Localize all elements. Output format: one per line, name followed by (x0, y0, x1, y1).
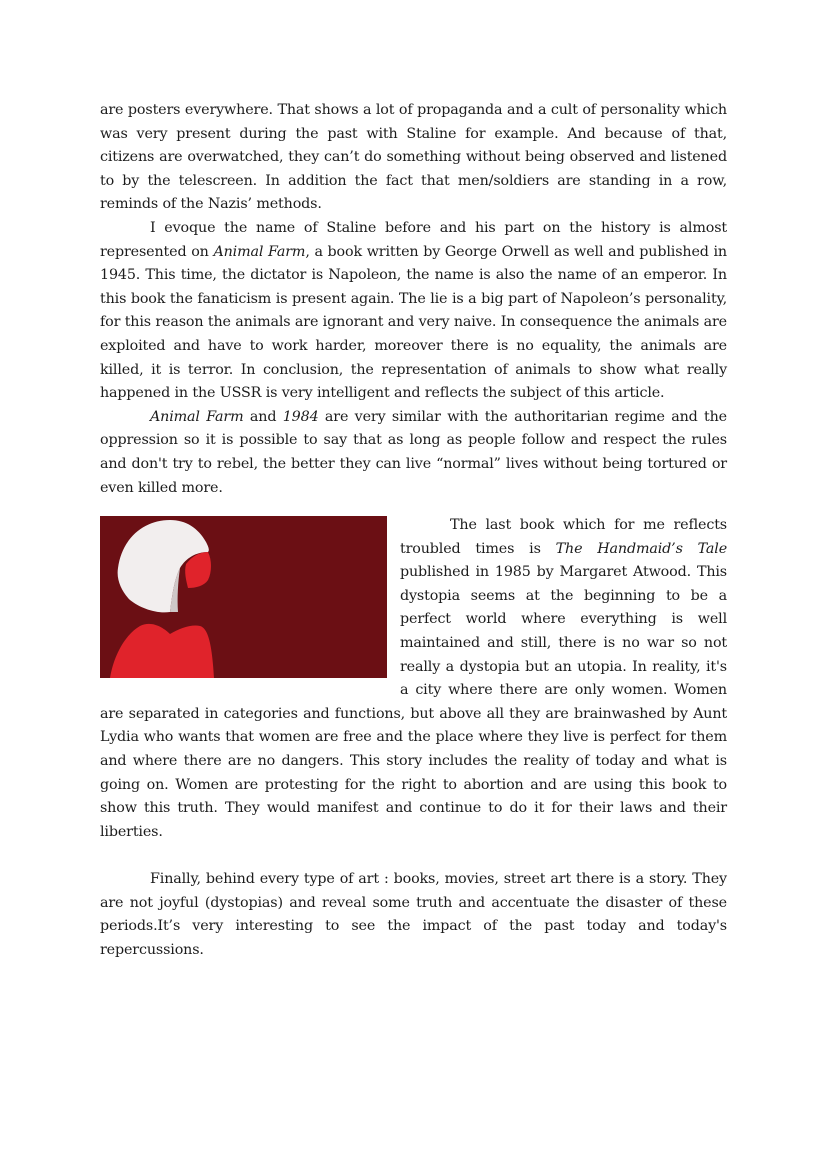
animal-farm-title: Animal Farm (213, 243, 306, 260)
handmaids-tale-text-c: published in 1985 by Margaret Atwood. This dystopia seems at the beginning to be a perfect world where everything is well maintained and still, there is no war so not really a dystopia but an utopia. In reality, it's a city where there are only women. Women are separated in categories and functions, but above all they are brainwashed by Aunt Lydia who wants that women are free and the place where they live is perfect for them and where there are no dangers. This story includes the reality of today and what is going on. Women are protesting for the right to abortion and are using this book to show this truth. They would manifest and continue to do it for their laws and their liberties. (100, 564, 727, 840)
nineteen-eighty-four-title: 1984 (282, 408, 319, 425)
comparison-text: are very similar with the authoritarian regime and the oppression so it is possible to say that as long as people follow and respect the rules and don't try to rebel, the better they can live “normal” lives without being tortured or even killed more. (100, 408, 727, 496)
paragraph-propaganda: are posters everywhere. That shows a lot of propaganda and a cult of personality which was very present during the past with Staline for example. And because of that, citizens are overwatched, they can’t do something without being observed and listened to by the telescreen. In addition the fact that men/soldiers are standing in a row, reminds of the Nazis’ methods. (100, 102, 727, 213)
handmaid-silhouette-icon (100, 516, 387, 678)
handmaid-illustration (100, 516, 387, 678)
paragraph-spacer (100, 844, 727, 868)
paragraph-animal-farm-text-a: I evoque the name of Staline before and his part on the history is almost represented on (100, 219, 727, 260)
paragraph-animal-farm-text-c: , a book written by George Orwell as well and published in 1945. This time, the dictator is Napoleon, the name is also the name of an emperor. In this book the fanaticism is present again. The lie is a big part of Napoleon’s personality, for this reason the animals are ignorant and very naive. In consequence the animals are exploited and have to work harder, moreover there is no equality, the animals are killed, it is terror. In conclusion, the representation of animals to show what really happened in the USSR is very intelligent and reflects the subject of this article. (100, 243, 727, 402)
document-page (100, 99, 727, 962)
handmaids-tale-title: The Handmaid’s Tale (555, 540, 728, 557)
paragraph-conclusion: Finally, behind every type of art : books, movies, street art there is a story. They are not joyful (dystopias) and reveal some truth and accentuate the disaster of these periods.It’s very interesting to see the impact of the past today and today's repercussions. (100, 871, 727, 958)
paragraph-animal-farm (100, 217, 727, 406)
paragraph-comparison (100, 406, 727, 500)
handmaids-tale-text-a: The last book which for me reflects troubled times is (400, 517, 727, 557)
comparison-and: and (243, 408, 283, 425)
animal-farm-title-2: Animal Farm (150, 408, 244, 425)
